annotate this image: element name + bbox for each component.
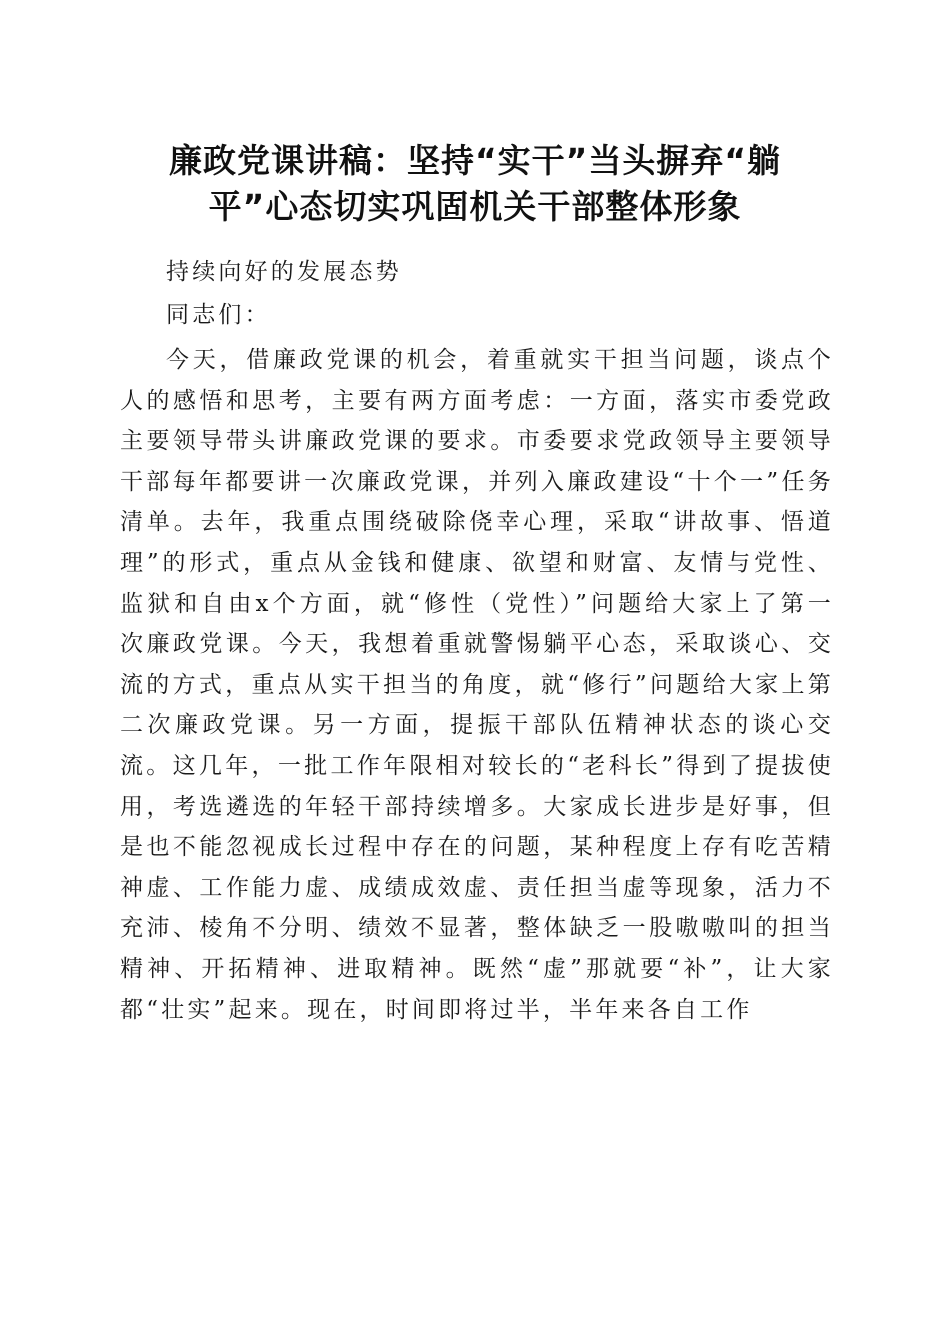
title-line-2: 平”心态切实巩固机关干部整体形象 (208, 187, 742, 226)
title-line-1: 廉政党课讲稿：坚持“实干”当头摒弃“躺 (168, 141, 782, 180)
document-body (120, 250, 834, 1030)
document-title (100, 138, 850, 230)
subtitle-text: 持续向好的发展态势 (166, 259, 402, 285)
greeting-text: 同志们： (166, 302, 271, 328)
body-paragraph: 今天，借廉政党课的机会，着重就实干担当问题，谈点个人的感悟和思考，主要有两方面考虑：一方面，落实市委党政主要领导带头讲廉政党课的要求。市委要求党政领导主要领导干部每年都要讲一次廉政党课，并列入廉政建设“十个一”任务清单。去年，我重点围绕破除侥幸心理，采取“讲故事、悟道理”的形式，重点从金钱和健康、欲望和财富、友情与党性、监狱和自由x个方面，就“修性（党性）”问题给大家上了第一次廉政党课。今天，我想着重就警惕躺平心态，采取谈心、交流的方式，重点从实干担当的角度，就“修行”问题给大家上第二次廉政党课。另一方面，提振干部队伍精神状态的谈心交流。这几年，一批工作年限相对较长的“老科长”得到了提拔使用，考选遴选的年轻干部持续增多。大家成长进步是好事，但是也不能忽视成长过程中存在的问题，某种程度上存有吃苦精神虚、工作能力虚、成绩成效虚、责任担当虚等现象，活力不充沛、棱角不分明、绩效不显著，整体缺乏一股嗷嗷叫的担当精神、开拓精神、进取精神。既然“虚”那就要“补”，让大家都“壮实”起来。现在，时间即将过半，半年来各自工作 (120, 347, 834, 1023)
